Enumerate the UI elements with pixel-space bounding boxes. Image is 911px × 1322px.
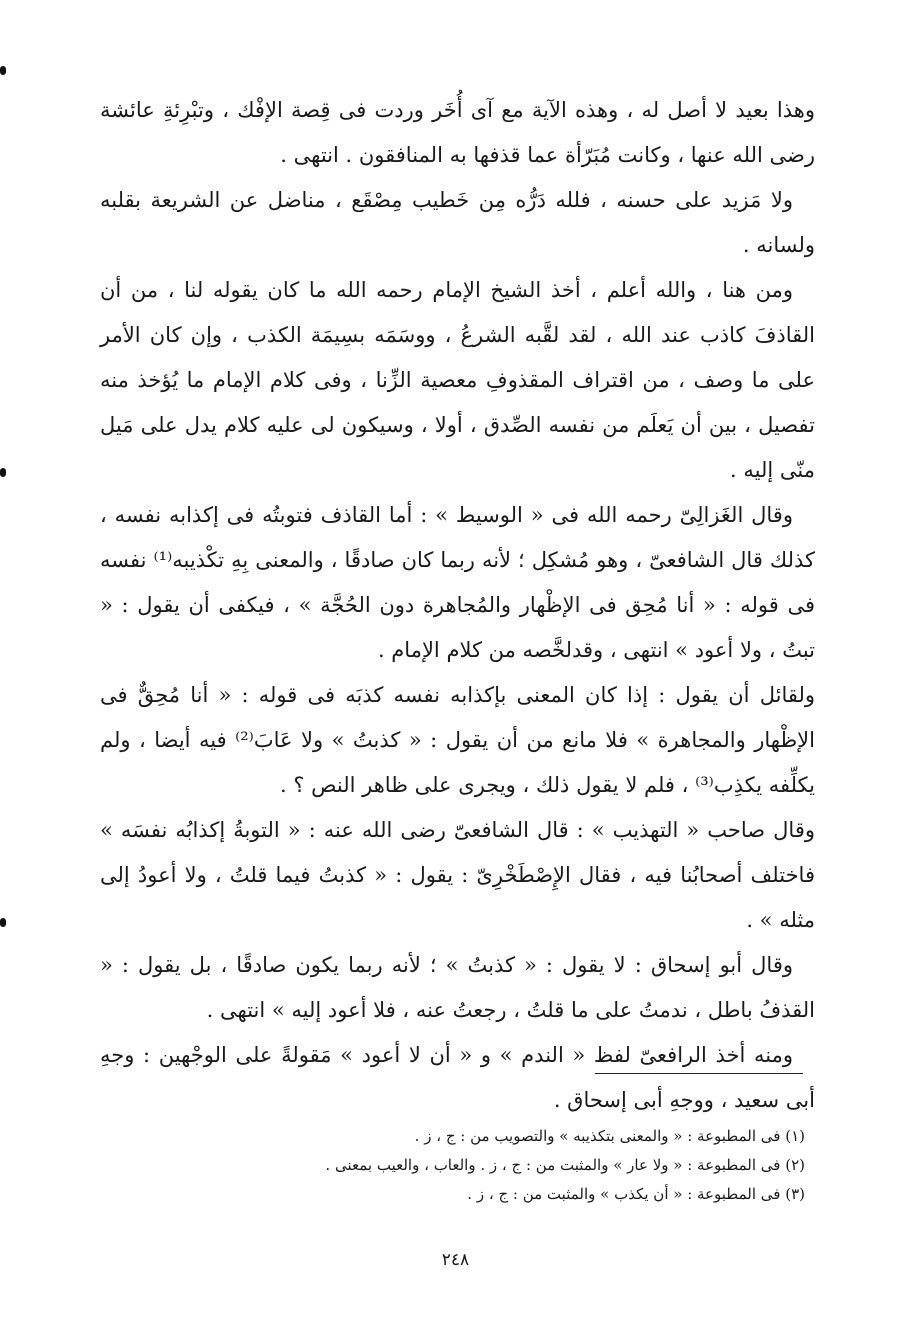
paragraph-6: وقال صاحب « التهذيب » : قال الشافعىّ رضى الله عنه : « التوبةُ إكذابُه نفسَه » فاختلف أصحابُنا فيه ، فقال الإِصْطَخْرِىّ : يقول : « كذبتُ فيما قلتُ ، ولا أعودُ إلى مثله » . (100, 818, 815, 932)
paragraph-5: ولقائل أن يقول : إذا كان المعنى بإكذابه نفسه كذبَه فى قوله : « أنا مُحِقٌّ فى الإظْهار والمجاهرة » فلا مانع من أن يقول : « كذبتُ » ولا عَابَ⁽²⁾ فيه أيضا ، ولم يكلِّفه يكذِب⁽³⁾ ، فلم لا يقول ذلك ، ويجرى على ظاهر النص ؟ . (100, 683, 815, 797)
paragraph-1: وهذا بعيد لا أصل له ، وهذه الآية مع آى أُخَر وردت فى قِصة الإفْك ، وتبْرِئةِ عائشة رضى الله عنها ، وكانت مُبَرّأة عما قذفها به المنافقون . انتهى . (100, 98, 815, 167)
scan-edge-mark (0, 918, 6, 927)
paragraph-7: وقال أبو إسحاق : لا يقول : « كذبتُ » ؛ لأنه ربما يكون صادقًا ، بل يقول : « القذفُ باطل ، ندمتُ على ما قلتُ ، رجعتُ عنه ، فلا أعود إليه » انتهى . (100, 953, 815, 1022)
footnote-2: (٢) فى المطبوعة : « ولا عار » والمثبت من : ج ، ز . والعاب ، والعيب بمعنى . (325, 1156, 805, 1174)
scan-edge-mark (0, 468, 6, 477)
footnote-3: (٣) فى المطبوعة : « أن يكذب » والمثبت من : ج ، ز . (467, 1185, 805, 1203)
main-text (100, 88, 815, 1123)
paragraph-3: ومن هنا ، والله أعلم ، أخذ الشيخ الإمام رحمه الله ما كان يقوله لنا ، من أن القاذفَ كاذب عند الله ، لقد لقَّبه الشرعُ ، ووسَمَه بسِيمَة الكذب ، وإن كان الأمر على ما وصف ، من اقتراف المقذوفِ معصية الزِّنا ، وفى كلام الإمام ما يُؤخذ منه تفصيل ، بين أن يَعلَم من نفسه الصِّدق ، أولا ، وسيكون لى عليه كلام يدل على مَيل منّى إليه . (100, 278, 815, 482)
footnote-1: (١) فى المطبوعة : « والمعنى بتكذيبه » والتصويب من : ج ، ز . (414, 1127, 805, 1145)
footnote-separator (595, 1073, 803, 1074)
paragraph-4: وقال الغَزالِىّ رحمه الله فى « الوسيط » : أما القاذف فتوبتُه فى إكذابه نفسه ، كذلك قال الشافعىّ ، وهو مُشكِل ؛ لأنه ربما كان صادقًا ، والمعنى بِهِ تكْذيبه⁽¹⁾ نفسه فى قوله : « أنا مُحِق فى الإظْهار والمُجاهرة دون الحُجَّة » ، فيكفى أن يقول : « تبتُ ، ولا أعود » انتهى ، وقدلخَّصه من كلام الإمام . (100, 503, 815, 662)
paragraph-2: ولا مَزيد على حسنه ، فلله دَرُّه مِن خَطيب مِصْقَع ، مناضل عن الشريعة بقلبه ولسانه . (100, 188, 815, 257)
page-number: ٢٤٨ (441, 1250, 470, 1270)
footnotes (100, 1122, 805, 1209)
paragraph-8: ومنه أخذ الرافعىّ لفظ « الندم » و « أن لا أعود » مَقولةً على الوجْهين : وجهِ أبى سعيد ، ووجهِ أبى إسحاق . (100, 1043, 815, 1112)
scan-edge-mark (0, 66, 6, 75)
